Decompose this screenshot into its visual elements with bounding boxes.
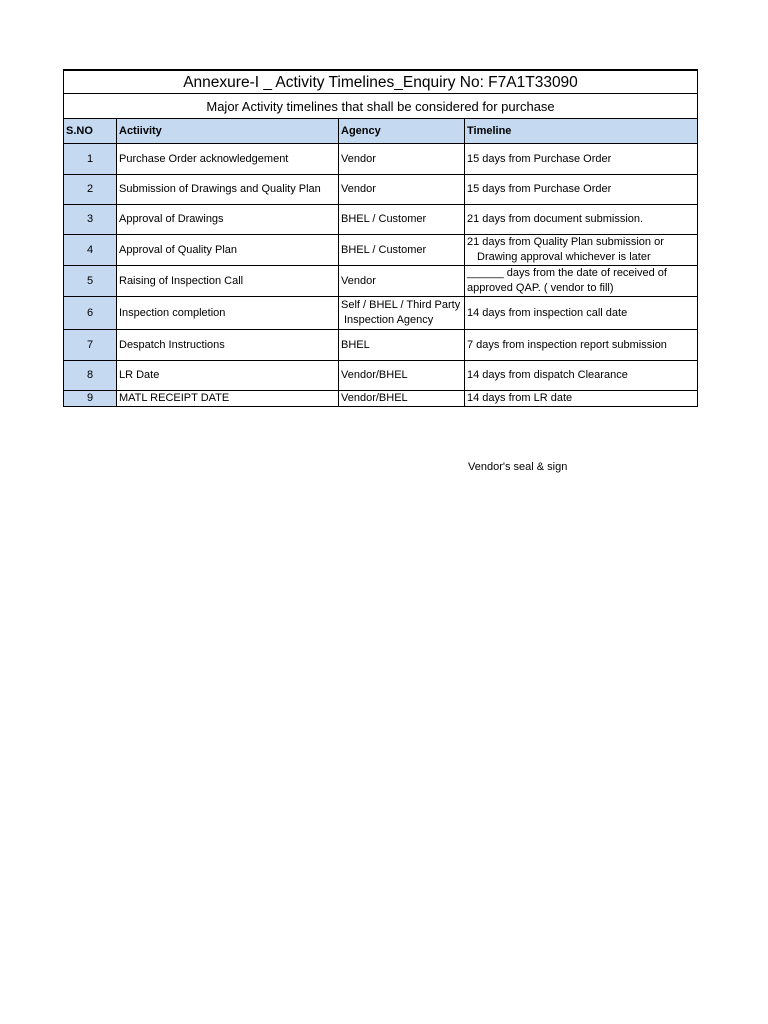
row-agency: BHEL / Customer — [339, 205, 465, 235]
row-agency: Vendor — [339, 266, 465, 297]
row-timeline: 14 days from inspection call date — [465, 297, 698, 330]
row-agency: BHEL — [339, 330, 465, 361]
column-header-activity: Actiivity — [117, 119, 339, 144]
row-timeline-line1: ______ days from the date of received of — [467, 267, 667, 279]
row-activity: LR Date — [117, 361, 339, 391]
activity-timeline-table — [63, 69, 698, 407]
row-activity: Purchase Order acknowledgement — [117, 144, 339, 175]
row-agency: Vendor/BHEL — [339, 391, 465, 407]
document-title: Annexure-I _ Activity Timelines_Enquiry No: F7A1T33090 — [64, 70, 698, 94]
row-timeline: 21 days from document submission. — [465, 205, 698, 235]
table-row — [64, 330, 698, 361]
row-timeline-line2: approved QAP. ( vendor to fill) — [467, 282, 614, 294]
row-agency-line2: Inspection Agency — [344, 314, 434, 326]
row-agency — [339, 297, 465, 330]
row-sno: 7 — [64, 330, 117, 361]
annexure-sheet — [63, 69, 697, 407]
column-header-agency: Agency — [339, 119, 465, 144]
row-sno: 5 — [64, 266, 117, 297]
table-row — [64, 235, 698, 266]
table-row — [64, 144, 698, 175]
row-timeline: 7 days from inspection report submission — [465, 330, 698, 361]
row-activity: Raising of Inspection Call — [117, 266, 339, 297]
row-timeline-line2: Drawing approval whichever is later — [477, 251, 651, 263]
vendor-seal-label: Vendor's seal & sign — [468, 461, 568, 473]
column-header-timeline: Timeline — [465, 119, 698, 144]
row-activity: Approval of Drawings — [117, 205, 339, 235]
row-activity: Submission of Drawings and Quality Plan — [117, 175, 339, 205]
row-timeline-line1: 21 days from Quality Plan submission or — [467, 236, 664, 248]
row-timeline: 14 days from LR date — [465, 391, 698, 407]
table-row — [64, 391, 698, 407]
row-timeline: 15 days from Purchase Order — [465, 175, 698, 205]
row-agency: Vendor — [339, 175, 465, 205]
row-sno: 2 — [64, 175, 117, 205]
table-row — [64, 361, 698, 391]
table-row — [64, 205, 698, 235]
row-activity: Despatch Instructions — [117, 330, 339, 361]
column-header-sno: S.NO — [64, 119, 117, 144]
row-timeline: 14 days from dispatch Clearance — [465, 361, 698, 391]
row-sno: 3 — [64, 205, 117, 235]
row-activity: MATL RECEIPT DATE — [117, 391, 339, 407]
row-sno: 9 — [64, 391, 117, 407]
table-header-row — [64, 119, 698, 144]
row-agency: Vendor — [339, 144, 465, 175]
table-row — [64, 297, 698, 330]
row-agency: Vendor/BHEL — [339, 361, 465, 391]
row-sno: 6 — [64, 297, 117, 330]
row-agency-line1: Self / BHEL / Third Party — [341, 299, 461, 311]
row-sno: 8 — [64, 361, 117, 391]
row-activity: Inspection completion — [117, 297, 339, 330]
row-timeline — [465, 266, 698, 297]
row-sno: 4 — [64, 235, 117, 266]
table-row — [64, 266, 698, 297]
row-timeline: 15 days from Purchase Order — [465, 144, 698, 175]
row-timeline — [465, 235, 698, 266]
document-subtitle: Major Activity timelines that shall be considered for purchase — [64, 94, 698, 119]
table-row — [64, 175, 698, 205]
row-sno: 1 — [64, 144, 117, 175]
row-activity: Approval of Quality Plan — [117, 235, 339, 266]
row-agency: BHEL / Customer — [339, 235, 465, 266]
